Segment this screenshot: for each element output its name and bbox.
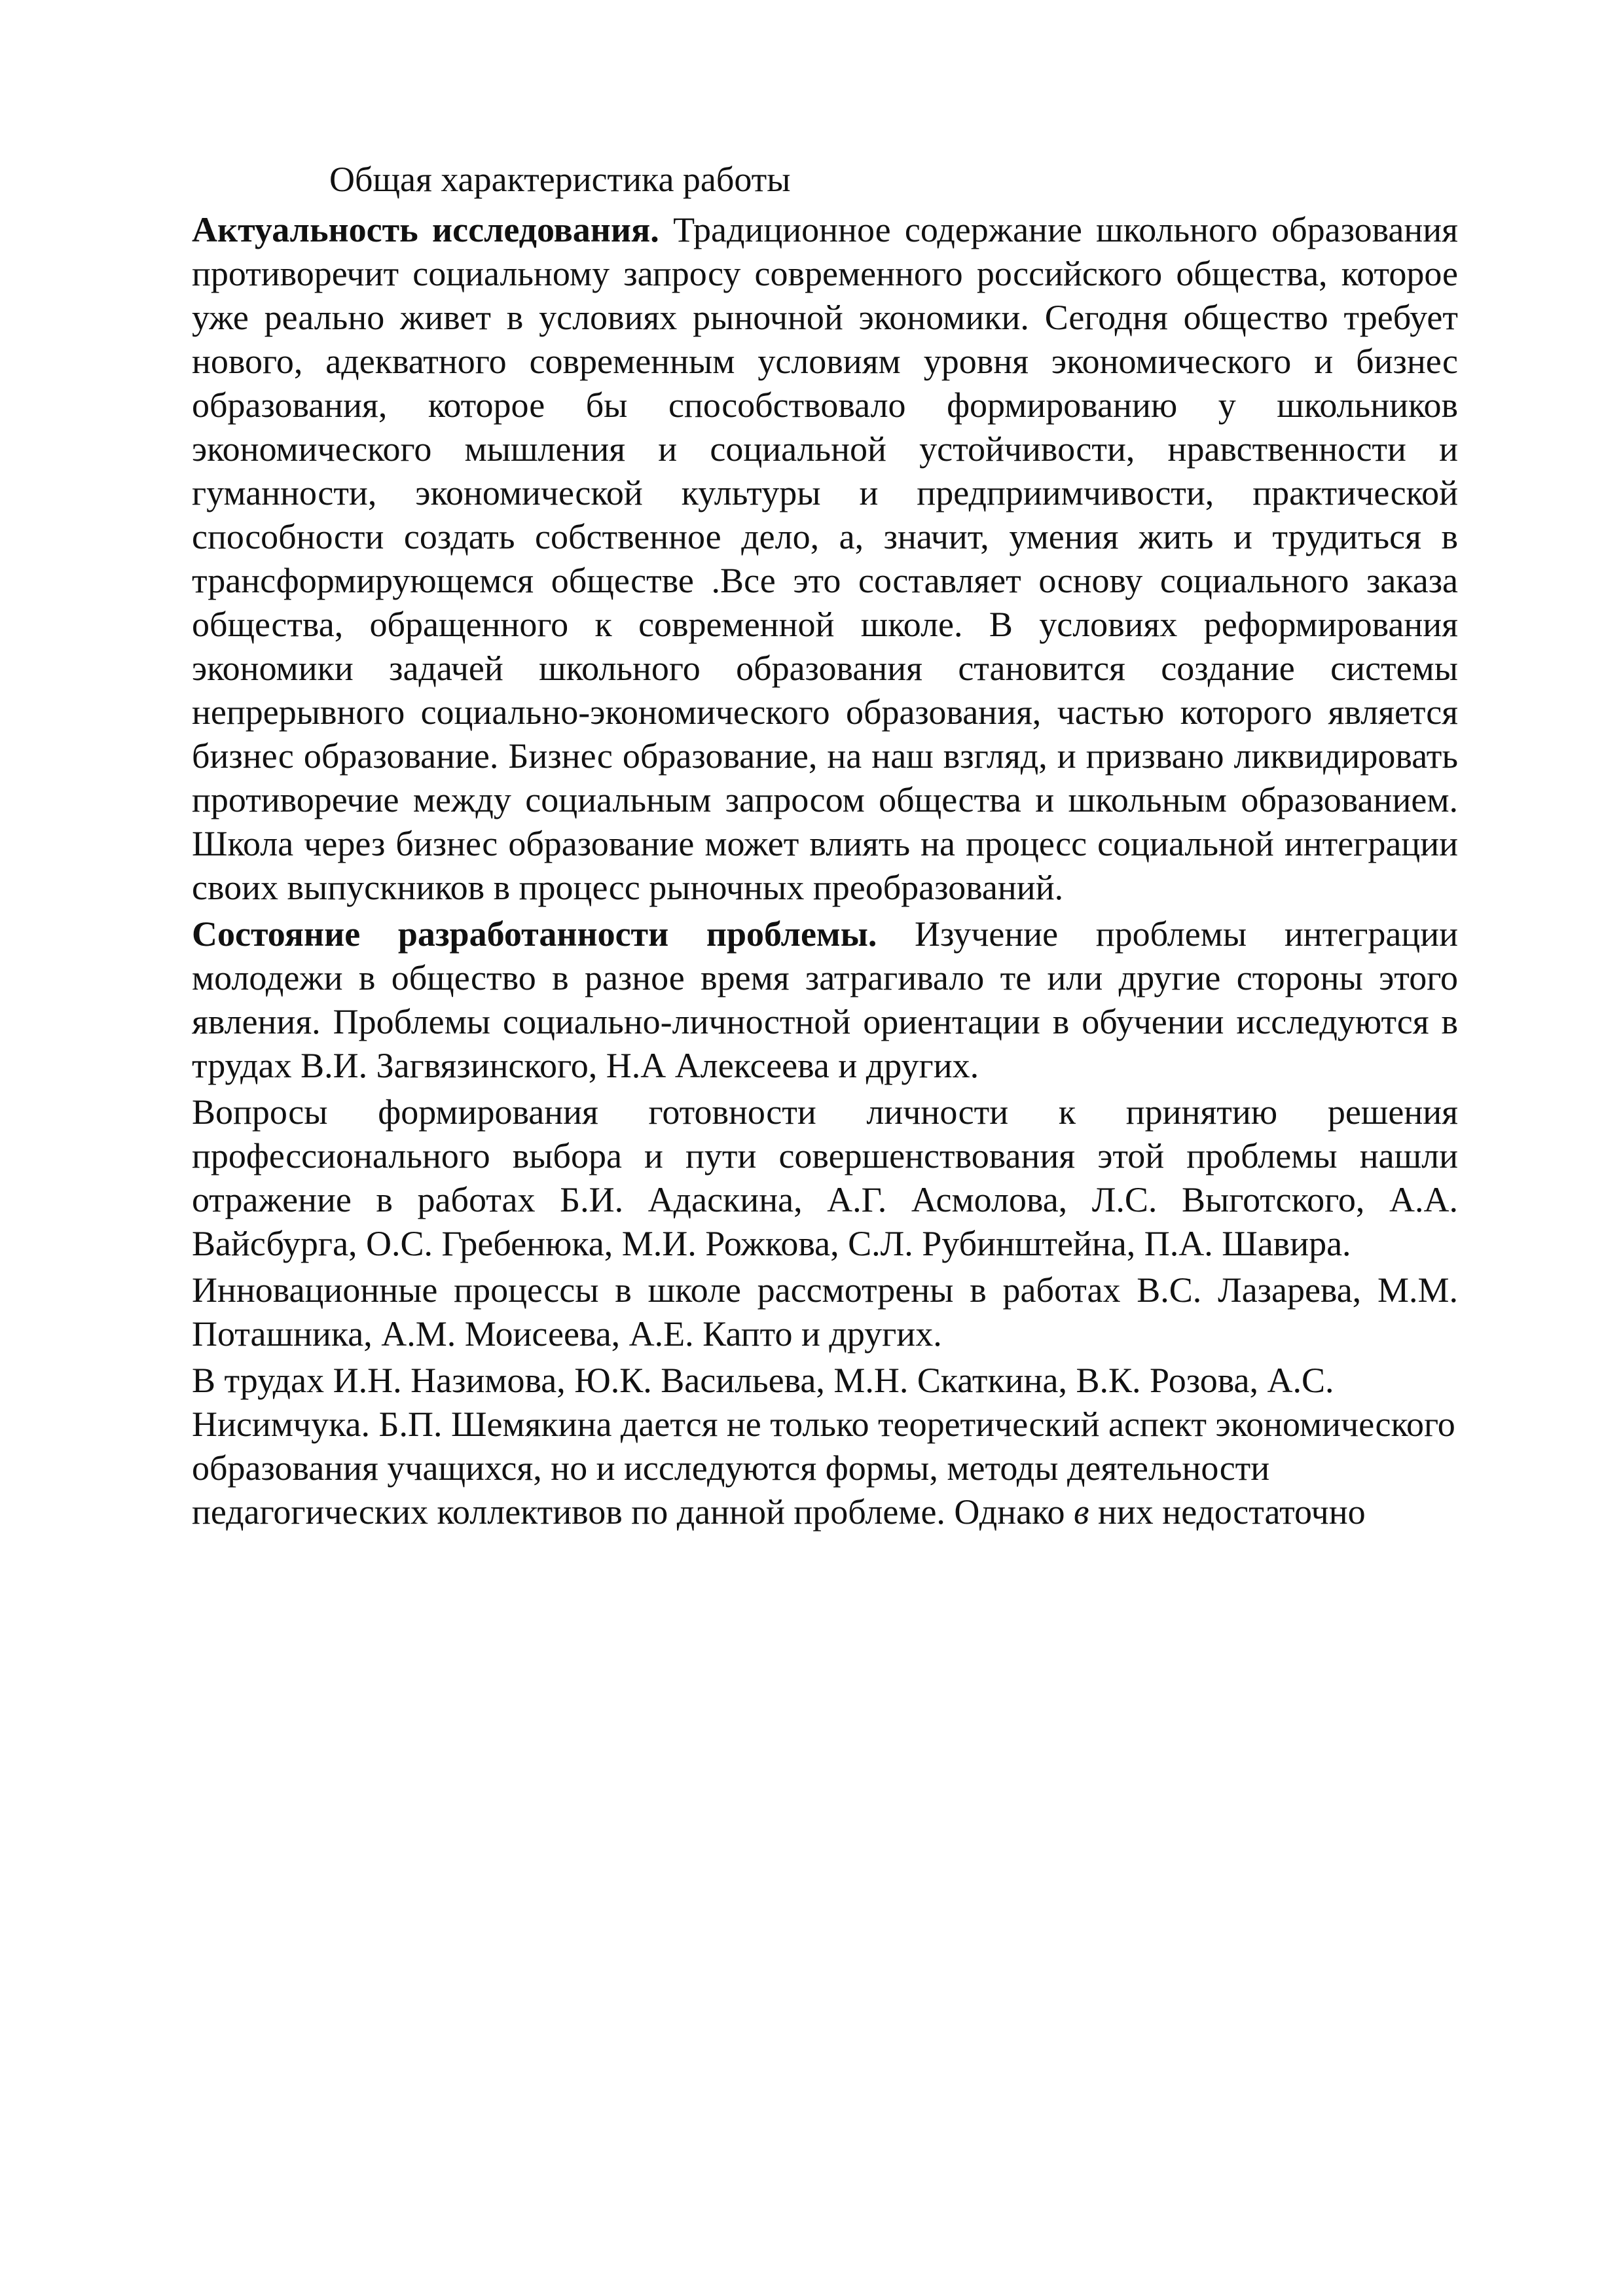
- paragraph-state-of-research: [192, 912, 1458, 1088]
- paragraph-text: Изучение проблемы интеграции молодежи в общество в разное время затрагивало те или другие стороны этого явления. Проблемы социально-личностной ориентации в обучении исследуются в трудах В.И. Загвязинского, Н.А Алексеева и других.: [192, 914, 1459, 1085]
- document-body: [192, 208, 1458, 1537]
- paragraph-professional-choice: [192, 1090, 1458, 1266]
- paragraph-text: Инновационные процессы в школе рассмотрены в работах В.С. Лазарева, М.М. Поташника, А.М. Моисеева, А.Е. Капто и других.: [192, 1270, 1458, 1354]
- paragraph-text: них недостаточно: [1089, 1492, 1366, 1532]
- paragraph-text: Традиционное содержание школьного образования противоречит социальному запросу современного российского общества, которое уже реально живет в условиях рыночной экономики. Сегодня общество требует нового, адекватного современным условиям уровня экономического и бизнес образования, которое бы способствовало формированию у школьников экономического мышления и социальной устойчивости, нравственности и гуманности, экономической культуры и предприимчивости, практической способности создать собственное дело, а, значит, умения жить и трудиться в трансформирующемся обществе .Все это составляет основу социального заказа общества, обращенного к современной школе. В условиях реформирования экономики задачей школьного образования становится создание системы непрерывного социально-экономического образования, частью которого является бизнес образование. Бизнес образование, на наш взгляд, и призвано ликвидировать противоречие между социальным запросом общества и школьным образованием. Школа через бизнес образование может влиять на процесс социальной интеграции своих выпускников в процесс рыночных преобразований.: [192, 210, 1458, 907]
- paragraph-text: В трудах И.Н. Назимова, Ю.К. Васильева, М.Н. Скаткина, В.К. Розова, А.С. Нисимчука. Б.П. Шемякина дается не только теоретический аспект экономического образования учащихся, но и исследуются формы, методы деятельности педагогических коллективов по данной проблеме. Однако: [192, 1361, 1455, 1532]
- paragraph-italic-word: в: [1074, 1492, 1089, 1532]
- paragraph-lead: Актуальность исследования.: [192, 210, 659, 249]
- paragraph-economic-education: [192, 1359, 1458, 1534]
- paragraph-innovation: [192, 1268, 1458, 1356]
- paragraph-lead: Состояние разработанности проблемы.: [192, 914, 877, 954]
- document-title: Общая характеристика работы: [329, 160, 791, 199]
- paragraph-relevance: [192, 208, 1458, 910]
- paragraph-text: Вопросы формирования готовности личности к принятию решения профессионального выбора и пути совершенствования этой проблемы нашли отражение в работах Б.И. Адаскина, А.Г. Асмолова, Л.С. Выготского, А.А. Вайсбурга, О.С. Гребенюка, М.И. Рожкова, С.Л. Рубинштейна, П.А. Шавира.: [192, 1092, 1458, 1263]
